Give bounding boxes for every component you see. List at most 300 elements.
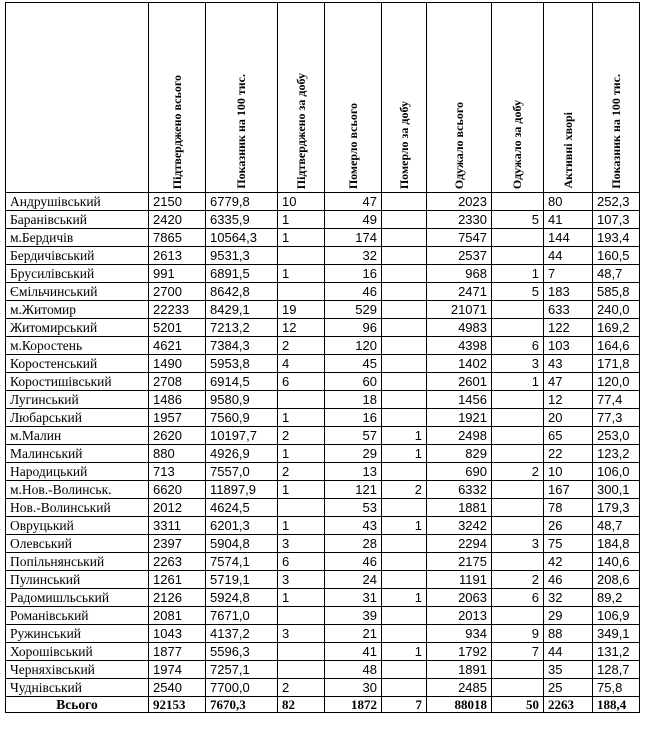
cell-confirmed-day: 10 bbox=[278, 193, 325, 211]
cell-died-day: 1 bbox=[382, 427, 427, 445]
cell-confirmed-day bbox=[278, 643, 325, 661]
cell-died-day bbox=[382, 535, 427, 553]
cell-died-day bbox=[382, 391, 427, 409]
cell-active-rate: 48,7 bbox=[593, 265, 640, 283]
table-row bbox=[6, 391, 640, 409]
cell-active-cases: 103 bbox=[544, 337, 593, 355]
table-row bbox=[6, 445, 640, 463]
table-row bbox=[6, 283, 640, 301]
table-row bbox=[6, 301, 640, 319]
cell-recovered-day: 50 bbox=[492, 697, 544, 713]
cell-confirmed-day: 1 bbox=[278, 265, 325, 283]
cell-active-rate: 120,0 bbox=[593, 373, 640, 391]
cell-died-day bbox=[382, 301, 427, 319]
cell-recovered-day bbox=[492, 481, 544, 499]
cell-confirmed-day: 1 bbox=[278, 211, 325, 229]
cell-rate-per-100k: 7384,3 bbox=[206, 337, 278, 355]
cell-died-total: 16 bbox=[325, 265, 382, 283]
cell-recovered-day: 9 bbox=[492, 625, 544, 643]
cell-district-name: Попільнянський bbox=[6, 553, 149, 571]
cell-died-total: 21 bbox=[325, 625, 382, 643]
cell-recovered-day bbox=[492, 553, 544, 571]
cell-recovered-total: 934 bbox=[427, 625, 492, 643]
cell-died-day bbox=[382, 211, 427, 229]
cell-died-total: 47 bbox=[325, 193, 382, 211]
cell-confirmed-total: 1974 bbox=[149, 661, 206, 679]
cell-district-name: Нов.-Волинський bbox=[6, 499, 149, 517]
cell-confirmed-day bbox=[278, 391, 325, 409]
header-confirmed-day: Підтверджено за добу bbox=[278, 3, 325, 193]
cell-rate-per-100k: 7574,1 bbox=[206, 553, 278, 571]
cell-rate-per-100k: 5904,8 bbox=[206, 535, 278, 553]
cell-confirmed-total: 2620 bbox=[149, 427, 206, 445]
cell-died-total: 49 bbox=[325, 211, 382, 229]
cell-recovered-day: 5 bbox=[492, 211, 544, 229]
cell-active-cases: 41 bbox=[544, 211, 593, 229]
cell-district-name: Чуднівський bbox=[6, 679, 149, 697]
cell-rate-per-100k: 5924,8 bbox=[206, 589, 278, 607]
cell-recovered-day bbox=[492, 517, 544, 535]
cell-died-day: 7 bbox=[382, 697, 427, 713]
cell-died-day bbox=[382, 625, 427, 643]
cell-died-total: 39 bbox=[325, 607, 382, 625]
cell-confirmed-day bbox=[278, 607, 325, 625]
cell-active-cases: 10 bbox=[544, 463, 593, 481]
cell-recovered-day: 1 bbox=[492, 373, 544, 391]
cell-died-day: 1 bbox=[382, 643, 427, 661]
cell-died-total: 30 bbox=[325, 679, 382, 697]
cell-active-rate: 188,4 bbox=[593, 697, 640, 713]
cell-rate-per-100k: 8642,8 bbox=[206, 283, 278, 301]
cell-recovered-total: 2175 bbox=[427, 553, 492, 571]
cell-died-day bbox=[382, 373, 427, 391]
header-rate-per-100k: Показник на 100 тис. bbox=[206, 3, 278, 193]
cell-confirmed-total: 2540 bbox=[149, 679, 206, 697]
cell-confirmed-total: 2708 bbox=[149, 373, 206, 391]
cell-died-total: 53 bbox=[325, 499, 382, 517]
cell-district-name: Ружинський bbox=[6, 625, 149, 643]
cell-recovered-day: 7 bbox=[492, 643, 544, 661]
cell-recovered-total: 690 bbox=[427, 463, 492, 481]
cell-active-cases: 122 bbox=[544, 319, 593, 337]
cell-confirmed-day: 2 bbox=[278, 679, 325, 697]
cell-active-rate: 164,6 bbox=[593, 337, 640, 355]
cell-confirmed-total: 991 bbox=[149, 265, 206, 283]
table-row bbox=[6, 409, 640, 427]
cell-confirmed-total: 22233 bbox=[149, 301, 206, 319]
cell-active-rate: 131,2 bbox=[593, 643, 640, 661]
cell-active-cases: 47 bbox=[544, 373, 593, 391]
table-row bbox=[6, 427, 640, 445]
cell-rate-per-100k: 7557,0 bbox=[206, 463, 278, 481]
total-row bbox=[6, 697, 640, 713]
cell-recovered-total: 4398 bbox=[427, 337, 492, 355]
cell-died-day bbox=[382, 607, 427, 625]
cell-district-name: Малинський bbox=[6, 445, 149, 463]
cell-active-rate: 48,7 bbox=[593, 517, 640, 535]
table-row bbox=[6, 679, 640, 697]
cell-active-cases: 43 bbox=[544, 355, 593, 373]
table-row bbox=[6, 553, 640, 571]
cell-confirmed-total: 1486 bbox=[149, 391, 206, 409]
cell-district-name: Коростенський bbox=[6, 355, 149, 373]
cell-rate-per-100k: 4926,9 bbox=[206, 445, 278, 463]
cell-confirmed-total: 3311 bbox=[149, 517, 206, 535]
cell-recovered-total: 2294 bbox=[427, 535, 492, 553]
cell-confirmed-day: 2 bbox=[278, 463, 325, 481]
cell-confirmed-total: 2420 bbox=[149, 211, 206, 229]
table-row bbox=[6, 625, 640, 643]
table-row bbox=[6, 193, 640, 211]
cell-died-total: 120 bbox=[325, 337, 382, 355]
cell-confirmed-total: 1490 bbox=[149, 355, 206, 373]
cell-district-name: Андрушівський bbox=[6, 193, 149, 211]
cell-active-cases: 144 bbox=[544, 229, 593, 247]
cell-confirmed-total: 2397 bbox=[149, 535, 206, 553]
cell-confirmed-day: 82 bbox=[278, 697, 325, 713]
cell-district-name: Коростишівський bbox=[6, 373, 149, 391]
cell-rate-per-100k: 11897,9 bbox=[206, 481, 278, 499]
cell-active-cases: 25 bbox=[544, 679, 593, 697]
cell-confirmed-total: 1261 bbox=[149, 571, 206, 589]
cell-active-cases: 26 bbox=[544, 517, 593, 535]
cell-confirmed-total: 92153 bbox=[149, 697, 206, 713]
cell-recovered-day bbox=[492, 661, 544, 679]
table-row bbox=[6, 373, 640, 391]
cell-recovered-day bbox=[492, 229, 544, 247]
cell-active-cases: 20 bbox=[544, 409, 593, 427]
table-row bbox=[6, 265, 640, 283]
cell-died-day bbox=[382, 283, 427, 301]
table-row bbox=[6, 229, 640, 247]
cell-district-name: м.Житомир bbox=[6, 301, 149, 319]
table-row bbox=[6, 517, 640, 535]
cell-rate-per-100k: 10564,3 bbox=[206, 229, 278, 247]
cell-confirmed-day: 4 bbox=[278, 355, 325, 373]
cell-recovered-total: 1921 bbox=[427, 409, 492, 427]
cell-active-cases: 12 bbox=[544, 391, 593, 409]
cell-active-cases: 44 bbox=[544, 247, 593, 265]
cell-recovered-total: 7547 bbox=[427, 229, 492, 247]
cell-recovered-total: 2601 bbox=[427, 373, 492, 391]
cell-died-total: 41 bbox=[325, 643, 382, 661]
cell-active-rate: 160,5 bbox=[593, 247, 640, 265]
cell-district-name: Черняхівський bbox=[6, 661, 149, 679]
table-row bbox=[6, 535, 640, 553]
cell-died-day bbox=[382, 265, 427, 283]
cell-active-cases: 78 bbox=[544, 499, 593, 517]
cell-active-cases: 88 bbox=[544, 625, 593, 643]
cell-died-day: 1 bbox=[382, 589, 427, 607]
cell-active-cases: 183 bbox=[544, 283, 593, 301]
table-row bbox=[6, 571, 640, 589]
header-active: Активні хворі bbox=[544, 3, 593, 193]
cell-confirmed-total: 2613 bbox=[149, 247, 206, 265]
cell-recovered-total: 4983 bbox=[427, 319, 492, 337]
cell-confirmed-day: 1 bbox=[278, 517, 325, 535]
cell-rate-per-100k: 9531,3 bbox=[206, 247, 278, 265]
header-district bbox=[6, 3, 149, 193]
header-died-total: Померло всього bbox=[325, 3, 382, 193]
cell-died-total: 48 bbox=[325, 661, 382, 679]
cell-active-rate: 106,9 bbox=[593, 607, 640, 625]
table-row bbox=[6, 247, 640, 265]
table-row bbox=[6, 463, 640, 481]
cell-died-day bbox=[382, 247, 427, 265]
cell-confirmed-day bbox=[278, 499, 325, 517]
cell-recovered-day: 1 bbox=[492, 265, 544, 283]
cell-district-name: Всього bbox=[6, 697, 149, 713]
cell-confirmed-day: 19 bbox=[278, 301, 325, 319]
cell-recovered-day bbox=[492, 247, 544, 265]
cell-confirmed-day: 3 bbox=[278, 571, 325, 589]
cell-active-cases: 7 bbox=[544, 265, 593, 283]
cell-recovered-total: 2330 bbox=[427, 211, 492, 229]
cell-active-cases: 46 bbox=[544, 571, 593, 589]
cell-district-name: Любарський bbox=[6, 409, 149, 427]
table-row bbox=[6, 643, 640, 661]
cell-rate-per-100k: 6335,9 bbox=[206, 211, 278, 229]
cell-recovered-total: 829 bbox=[427, 445, 492, 463]
cell-died-total: 45 bbox=[325, 355, 382, 373]
cell-confirmed-day bbox=[278, 283, 325, 301]
cell-active-rate: 89,2 bbox=[593, 589, 640, 607]
cell-recovered-total: 21071 bbox=[427, 301, 492, 319]
cell-active-rate: 77,4 bbox=[593, 391, 640, 409]
cell-died-day bbox=[382, 409, 427, 427]
cell-died-total: 1872 bbox=[325, 697, 382, 713]
cell-recovered-total: 2013 bbox=[427, 607, 492, 625]
cell-active-rate: 140,6 bbox=[593, 553, 640, 571]
cell-died-total: 31 bbox=[325, 589, 382, 607]
cell-rate-per-100k: 5719,1 bbox=[206, 571, 278, 589]
cell-active-cases: 167 bbox=[544, 481, 593, 499]
table-row bbox=[6, 211, 640, 229]
cell-active-cases: 80 bbox=[544, 193, 593, 211]
cell-recovered-total: 1891 bbox=[427, 661, 492, 679]
cell-died-total: 174 bbox=[325, 229, 382, 247]
cell-died-total: 16 bbox=[325, 409, 382, 427]
cell-confirmed-day: 2 bbox=[278, 427, 325, 445]
cell-district-name: Лугинський bbox=[6, 391, 149, 409]
cell-confirmed-total: 2126 bbox=[149, 589, 206, 607]
table-row bbox=[6, 355, 640, 373]
cell-died-day bbox=[382, 229, 427, 247]
cell-confirmed-day: 3 bbox=[278, 535, 325, 553]
cell-active-rate: 585,8 bbox=[593, 283, 640, 301]
cell-confirmed-total: 2012 bbox=[149, 499, 206, 517]
cell-active-cases: 65 bbox=[544, 427, 593, 445]
cell-recovered-total: 1402 bbox=[427, 355, 492, 373]
cell-rate-per-100k: 7560,9 bbox=[206, 409, 278, 427]
cell-district-name: Радомишльський bbox=[6, 589, 149, 607]
cell-rate-per-100k: 7257,1 bbox=[206, 661, 278, 679]
header-recovered-day: Одужало за добу bbox=[492, 3, 544, 193]
cell-recovered-day bbox=[492, 445, 544, 463]
cell-died-total: 46 bbox=[325, 283, 382, 301]
cell-died-day bbox=[382, 355, 427, 373]
cell-confirmed-day: 1 bbox=[278, 589, 325, 607]
cell-active-cases: 32 bbox=[544, 589, 593, 607]
cell-district-name: Житомирський bbox=[6, 319, 149, 337]
cell-active-rate: 75,8 bbox=[593, 679, 640, 697]
cell-recovered-total: 2063 bbox=[427, 589, 492, 607]
cell-recovered-day bbox=[492, 679, 544, 697]
table-row bbox=[6, 337, 640, 355]
cell-rate-per-100k: 6914,5 bbox=[206, 373, 278, 391]
cell-district-name: Романівський bbox=[6, 607, 149, 625]
cell-died-total: 43 bbox=[325, 517, 382, 535]
cell-rate-per-100k: 7213,2 bbox=[206, 319, 278, 337]
cell-confirmed-day: 12 bbox=[278, 319, 325, 337]
cell-district-name: Ємільчинський bbox=[6, 283, 149, 301]
cell-district-name: Овруцький bbox=[6, 517, 149, 535]
cell-confirmed-day: 3 bbox=[278, 625, 325, 643]
cell-rate-per-100k: 5596,3 bbox=[206, 643, 278, 661]
cell-confirmed-total: 6620 bbox=[149, 481, 206, 499]
cell-recovered-day bbox=[492, 193, 544, 211]
cell-rate-per-100k: 7670,3 bbox=[206, 697, 278, 713]
cell-recovered-day bbox=[492, 301, 544, 319]
table-row bbox=[6, 499, 640, 517]
table-body bbox=[6, 193, 640, 713]
table-row bbox=[6, 319, 640, 337]
cell-recovered-total: 968 bbox=[427, 265, 492, 283]
cell-died-total: 96 bbox=[325, 319, 382, 337]
cell-confirmed-day: 6 bbox=[278, 373, 325, 391]
cell-recovered-day bbox=[492, 409, 544, 427]
header-active-rate: Показник на 100 тис. bbox=[593, 3, 640, 193]
cell-died-total: 13 bbox=[325, 463, 382, 481]
cell-recovered-day: 5 bbox=[492, 283, 544, 301]
cell-active-cases: 44 bbox=[544, 643, 593, 661]
cell-recovered-total: 2498 bbox=[427, 427, 492, 445]
cell-recovered-total: 2471 bbox=[427, 283, 492, 301]
table-row bbox=[6, 607, 640, 625]
cell-recovered-total: 3242 bbox=[427, 517, 492, 535]
cell-confirmed-total: 2150 bbox=[149, 193, 206, 211]
cell-active-cases: 42 bbox=[544, 553, 593, 571]
cell-died-total: 121 bbox=[325, 481, 382, 499]
cell-died-total: 529 bbox=[325, 301, 382, 319]
cell-recovered-day: 3 bbox=[492, 535, 544, 553]
cell-recovered-day: 3 bbox=[492, 355, 544, 373]
cell-died-total: 24 bbox=[325, 571, 382, 589]
cell-confirmed-day: 1 bbox=[278, 229, 325, 247]
cell-died-day bbox=[382, 319, 427, 337]
cell-died-day: 1 bbox=[382, 517, 427, 535]
cell-district-name: Пулинський bbox=[6, 571, 149, 589]
cell-recovered-total: 2537 bbox=[427, 247, 492, 265]
cell-recovered-day: 2 bbox=[492, 463, 544, 481]
table-row bbox=[6, 661, 640, 679]
cell-active-rate: 179,3 bbox=[593, 499, 640, 517]
table-row bbox=[6, 589, 640, 607]
cell-died-total: 18 bbox=[325, 391, 382, 409]
cell-confirmed-day: 2 bbox=[278, 337, 325, 355]
cell-active-rate: 240,0 bbox=[593, 301, 640, 319]
cell-active-cases: 2263 bbox=[544, 697, 593, 713]
cell-district-name: Баранівський bbox=[6, 211, 149, 229]
cell-district-name: Бердичівський bbox=[6, 247, 149, 265]
cell-confirmed-day: 1 bbox=[278, 445, 325, 463]
cell-district-name: Брусилівський bbox=[6, 265, 149, 283]
cell-rate-per-100k: 5953,8 bbox=[206, 355, 278, 373]
covid-statistics-table bbox=[5, 2, 640, 713]
cell-confirmed-total: 4621 bbox=[149, 337, 206, 355]
cell-died-day bbox=[382, 463, 427, 481]
cell-died-total: 57 bbox=[325, 427, 382, 445]
cell-recovered-day bbox=[492, 391, 544, 409]
cell-died-day: 1 bbox=[382, 445, 427, 463]
cell-confirmed-day: 1 bbox=[278, 409, 325, 427]
cell-active-rate: 106,0 bbox=[593, 463, 640, 481]
cell-rate-per-100k: 6779,8 bbox=[206, 193, 278, 211]
cell-confirmed-day bbox=[278, 247, 325, 265]
cell-died-total: 32 bbox=[325, 247, 382, 265]
cell-active-rate: 252,3 bbox=[593, 193, 640, 211]
table-row bbox=[6, 481, 640, 499]
cell-recovered-day bbox=[492, 427, 544, 445]
cell-active-rate: 77,3 bbox=[593, 409, 640, 427]
cell-rate-per-100k: 7700,0 bbox=[206, 679, 278, 697]
cell-district-name: Олевський bbox=[6, 535, 149, 553]
cell-rate-per-100k: 6201,3 bbox=[206, 517, 278, 535]
cell-active-rate: 208,6 bbox=[593, 571, 640, 589]
cell-active-rate: 169,2 bbox=[593, 319, 640, 337]
cell-recovered-total: 1456 bbox=[427, 391, 492, 409]
cell-recovered-total: 6332 bbox=[427, 481, 492, 499]
cell-died-day bbox=[382, 661, 427, 679]
cell-recovered-total: 1792 bbox=[427, 643, 492, 661]
header-confirmed-total: Підтверджено всього bbox=[149, 3, 206, 193]
cell-recovered-total: 1881 bbox=[427, 499, 492, 517]
cell-district-name: м.Малин bbox=[6, 427, 149, 445]
cell-district-name: Хорошівський bbox=[6, 643, 149, 661]
cell-active-cases: 29 bbox=[544, 607, 593, 625]
cell-rate-per-100k: 4137,2 bbox=[206, 625, 278, 643]
cell-recovered-day: 6 bbox=[492, 337, 544, 355]
cell-confirmed-total: 1043 bbox=[149, 625, 206, 643]
cell-active-rate: 300,1 bbox=[593, 481, 640, 499]
cell-active-rate: 123,2 bbox=[593, 445, 640, 463]
cell-active-cases: 75 bbox=[544, 535, 593, 553]
cell-confirmed-total: 1957 bbox=[149, 409, 206, 427]
cell-recovered-day: 2 bbox=[492, 571, 544, 589]
cell-active-rate: 184,8 bbox=[593, 535, 640, 553]
header-recovered-total: Одужало всього bbox=[427, 3, 492, 193]
cell-died-day bbox=[382, 499, 427, 517]
cell-recovered-day bbox=[492, 319, 544, 337]
cell-died-total: 60 bbox=[325, 373, 382, 391]
cell-rate-per-100k: 7671,0 bbox=[206, 607, 278, 625]
cell-rate-per-100k: 9580,9 bbox=[206, 391, 278, 409]
cell-confirmed-total: 2263 bbox=[149, 553, 206, 571]
cell-active-rate: 171,8 bbox=[593, 355, 640, 373]
cell-confirmed-total: 7865 bbox=[149, 229, 206, 247]
cell-died-day: 2 bbox=[382, 481, 427, 499]
cell-recovered-total: 88018 bbox=[427, 697, 492, 713]
cell-confirmed-total: 880 bbox=[149, 445, 206, 463]
cell-active-rate: 253,0 bbox=[593, 427, 640, 445]
cell-died-day bbox=[382, 193, 427, 211]
cell-confirmed-day bbox=[278, 661, 325, 679]
cell-died-day bbox=[382, 571, 427, 589]
cell-confirmed-day: 1 bbox=[278, 481, 325, 499]
cell-died-day bbox=[382, 337, 427, 355]
cell-rate-per-100k: 6891,5 bbox=[206, 265, 278, 283]
cell-died-total: 29 bbox=[325, 445, 382, 463]
